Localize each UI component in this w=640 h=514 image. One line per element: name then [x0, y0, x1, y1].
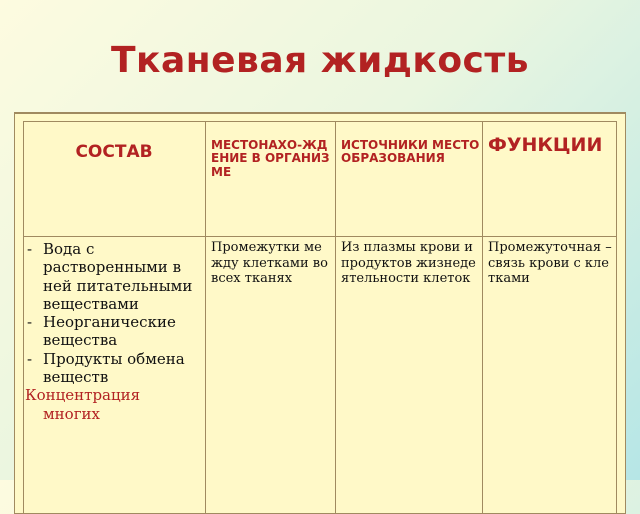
col-divider-3: [482, 121, 483, 513]
composition-list: [25, 240, 203, 386]
header-divider: [23, 236, 617, 237]
table-top-border: [15, 113, 625, 114]
header-functions: ФУНКЦИИ: [488, 134, 603, 156]
page-title: Тканевая жидкость: [110, 40, 530, 81]
concentration-line2: многих: [43, 404, 101, 423]
composition-item: - Продукты обмена веществ: [25, 350, 203, 387]
functions-cell: Промежуточная – связь крови с клетками: [488, 240, 612, 287]
composition-cell: [25, 240, 203, 423]
location-cell: Промежутки между клетками во всех тканях: [211, 240, 328, 287]
header-composition: СОСТАВ: [75, 142, 153, 162]
table-inner-right-border: [616, 121, 617, 513]
col-divider-2: [335, 121, 336, 513]
header-source: ИСТОЧНИКИ МЕСТО ОБРАЗОВАНИЯ: [341, 138, 480, 166]
info-table: [14, 112, 626, 514]
composition-item: - Вода с растворенными в ней питательными веществами: [25, 240, 203, 313]
concentration-line1: Концентрация: [25, 386, 141, 405]
composition-item: - Неорганические вещества: [25, 313, 203, 350]
table-inner-top-border: [23, 121, 617, 122]
concentration-text: [25, 386, 203, 423]
col-divider-1: [205, 121, 206, 513]
table-inner-left-border: [23, 121, 24, 513]
header-location: МЕСТОНАХО-ЖДЕНИЕ В ОРГАНИЗМЕ: [211, 138, 330, 179]
source-cell: Из плазмы крови и продуктов жизнедеятельности клеток: [341, 240, 476, 287]
